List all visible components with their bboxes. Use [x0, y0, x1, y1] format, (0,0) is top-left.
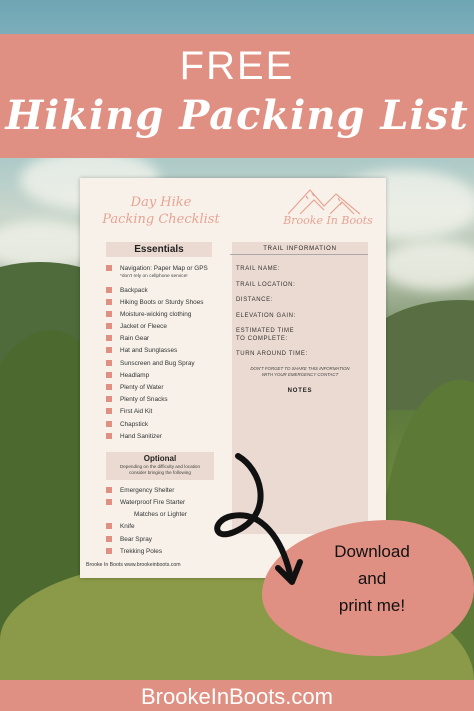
checklist-title: [86, 194, 236, 228]
checklist-note: *don't rely on cellphone service!: [120, 274, 188, 279]
checklist-preview: Day Hike Packing Checklist Brooke In Boots Essentials Navigation: Paper Map or GPS *don't rely on cellphone service! Backpack Hiking Boots or Sturdy Shoes Moisture-wicking clothing Jacket or Fleece Rain Gear Hat and Sunglasses Sunscreen and Bug Spray Headlamp Plenty of Water Plenty of Snacks First Aid Kit Chapstick Hand Sanitizer Optional Depending on the difficulty and location consider bringing the following Emergency Shelter Waterproof Fire Starter Matches or Lighter Knife Bear Spray Trekking Poles TRAIL INFORMATION TRAIL NAME: TRAIL LOCATION: DISTANCE: ELEVATION GAIN: ESTIMATED TIME TO COMPLETE: TURN AROUND TIME: DON'T FORGET TO SHARE THIS INFORMATION WITH YOUR EMERGENCY CONTACT NOTES Brooke In Boots www.brookeinboots.com: [80, 178, 386, 578]
optional-section: [106, 452, 214, 480]
checkbox-icon[interactable]: [106, 311, 112, 317]
trail-field: ELEVATION GAIN:: [236, 313, 296, 319]
checkbox-icon[interactable]: [106, 360, 112, 366]
checkbox-icon[interactable]: [106, 323, 112, 329]
checkbox-icon[interactable]: [106, 421, 112, 427]
callout-line: and: [357, 569, 387, 588]
page-title: Hiking Packing List: [5, 92, 469, 139]
notes-heading: NOTES: [287, 388, 313, 394]
trail-field: TRAIL NAME:: [236, 266, 281, 272]
callout-line: Download: [334, 542, 410, 561]
trail-field: DISTANCE:: [236, 297, 273, 303]
checkbox-icon[interactable]: [106, 265, 112, 271]
checkbox-icon[interactable]: [106, 548, 112, 554]
checkbox-icon[interactable]: [106, 347, 112, 353]
checkbox-icon[interactable]: [106, 396, 112, 402]
checkbox-icon[interactable]: [106, 433, 112, 439]
trail-field: TURN AROUND TIME:: [236, 351, 308, 357]
free-label: FREE: [179, 44, 295, 88]
checkbox-icon[interactable]: [106, 335, 112, 341]
share-reminder: DON'T FORGET TO SHARE THIS INFORMATION WITH YOUR EMERGENCY CONTACT: [250, 366, 350, 377]
website-link[interactable]: BrookeInBoots.com: [141, 684, 333, 709]
optional-description: Depending on the difficulty and location consider bringing the following: [119, 464, 201, 475]
essentials-heading: Essentials: [106, 242, 212, 257]
checklist-title-line1: Day Hike: [130, 195, 192, 210]
checklist-footer: Brooke In Boots www.brookeinboots.com: [86, 562, 181, 568]
checkbox-icon[interactable]: [106, 408, 112, 414]
download-callout[interactable]: [312, 538, 432, 619]
checklist-title-line2: Packing Checklist: [102, 212, 220, 227]
checkbox-icon[interactable]: [106, 523, 112, 529]
checkbox-icon[interactable]: [106, 536, 112, 542]
divider: [230, 254, 368, 255]
checkbox-icon[interactable]: [106, 487, 112, 493]
checkbox-icon[interactable]: [106, 299, 112, 305]
trail-field: TRAIL LOCATION:: [236, 282, 296, 288]
trail-field: TO COMPLETE:: [236, 336, 288, 342]
checkbox-icon[interactable]: [106, 384, 112, 390]
trail-field: ESTIMATED TIME: [236, 328, 295, 334]
checkbox-icon[interactable]: [106, 372, 112, 378]
trail-info-heading: TRAIL INFORMATION: [263, 246, 337, 252]
checkbox-icon[interactable]: [106, 287, 112, 293]
curved-arrow-icon: [202, 450, 312, 590]
checkbox-icon[interactable]: [106, 499, 112, 505]
logo-text: Brooke In Boots: [283, 214, 373, 227]
optional-heading: Optional: [143, 454, 177, 463]
callout-line: print me!: [338, 596, 406, 615]
